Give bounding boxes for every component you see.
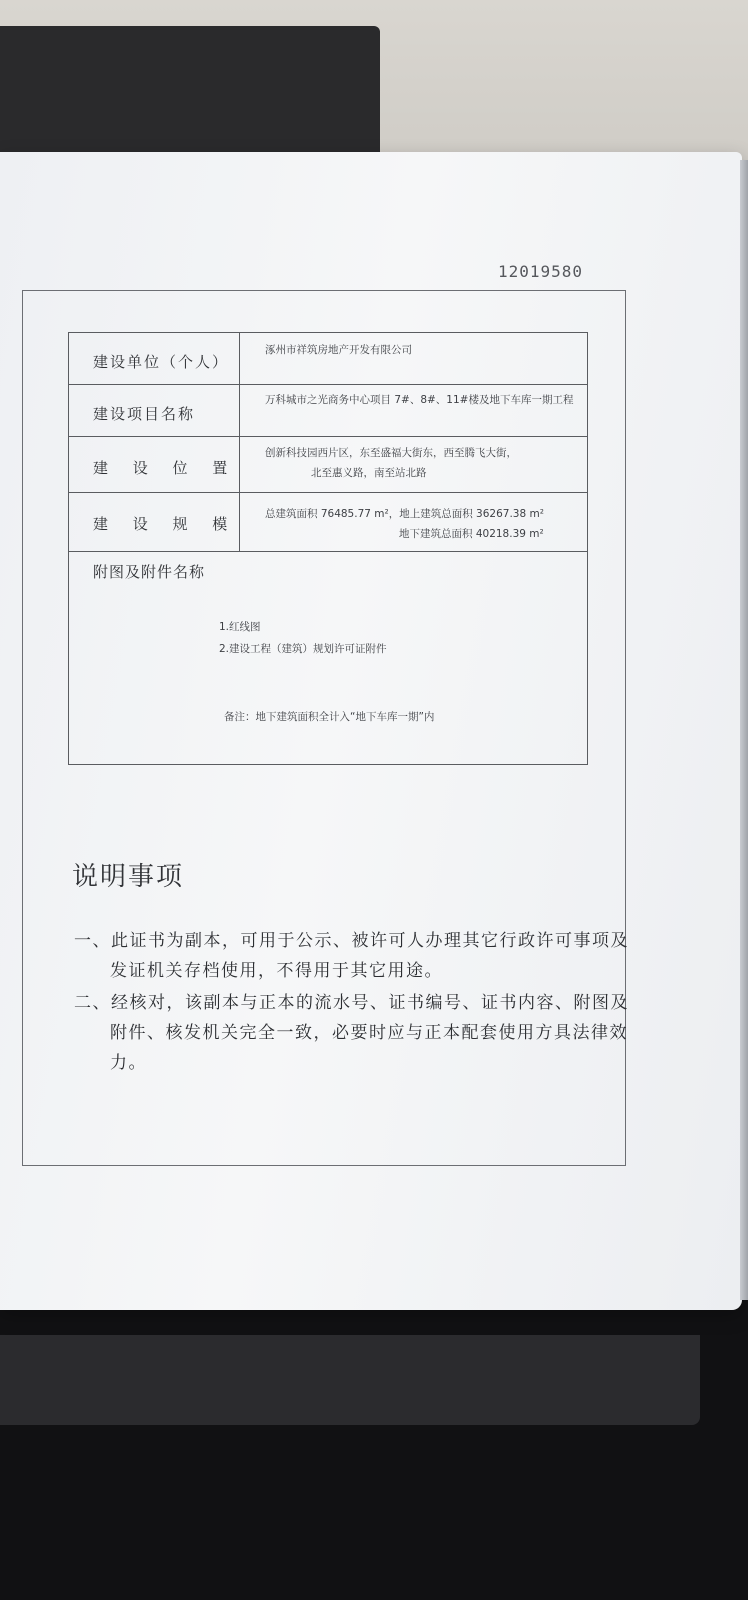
note-line: 附件、核发机关完全一致，必要时应与正本配套使用方具法律效: [110, 1023, 628, 1043]
project-label: 建设项目名称: [93, 405, 196, 423]
table-row-project: [69, 385, 587, 437]
attachments-label: 附图及附件名称: [93, 563, 206, 581]
scale-value-1: 总建筑面积 76485.77 m²，地上建筑总面积 36267.38 m²: [265, 508, 544, 520]
table-row-location: [69, 437, 587, 493]
binder-cover: [0, 26, 380, 166]
location-value-1: 创新科技园西片区，东至盛福大街东，西至腾飞大街，: [265, 447, 517, 459]
attachment-item: 2.建设工程（建筑）规划许可证附件: [219, 643, 387, 655]
location-value-2: 北至惠义路，南至站北路: [311, 467, 427, 479]
scale-value-2: 地下建筑总面积 40218.39 m²: [399, 528, 544, 540]
attachment-item: 1.红线图: [219, 621, 261, 633]
note-line: 力。: [110, 1053, 147, 1073]
notes-title: 说明事项: [72, 862, 185, 892]
serial-number: 12019580: [498, 262, 584, 281]
note-line: 二、经核对，该副本与正本的流水号、证书编号、证书内容、附图及: [74, 993, 629, 1013]
unit-value: 涿州市祥筑房地产开发有限公司: [265, 344, 412, 356]
sleeve-edge: [740, 160, 748, 1300]
remark: 备注：地下建筑面积全计入“地下车库一期”内: [224, 711, 435, 723]
info-table: [68, 332, 588, 765]
project-value: 万科城市之光商务中心项目 7#、8#、11#楼及地下车库一期工程: [265, 394, 574, 406]
table-row-scale: [69, 493, 587, 552]
location-label: 建 设 位 置: [93, 459, 238, 477]
scale-label: 建 设 规 模: [93, 515, 238, 533]
shelf: [0, 1335, 700, 1425]
table-row-unit: [69, 333, 587, 385]
unit-label: 建设单位（个人）: [93, 353, 230, 371]
note-line: 一、此证书为副本，可用于公示、被许可人办理其它行政许可事项及: [74, 931, 629, 951]
note-line: 发证机关存档使用，不得用于其它用途。: [110, 961, 443, 981]
